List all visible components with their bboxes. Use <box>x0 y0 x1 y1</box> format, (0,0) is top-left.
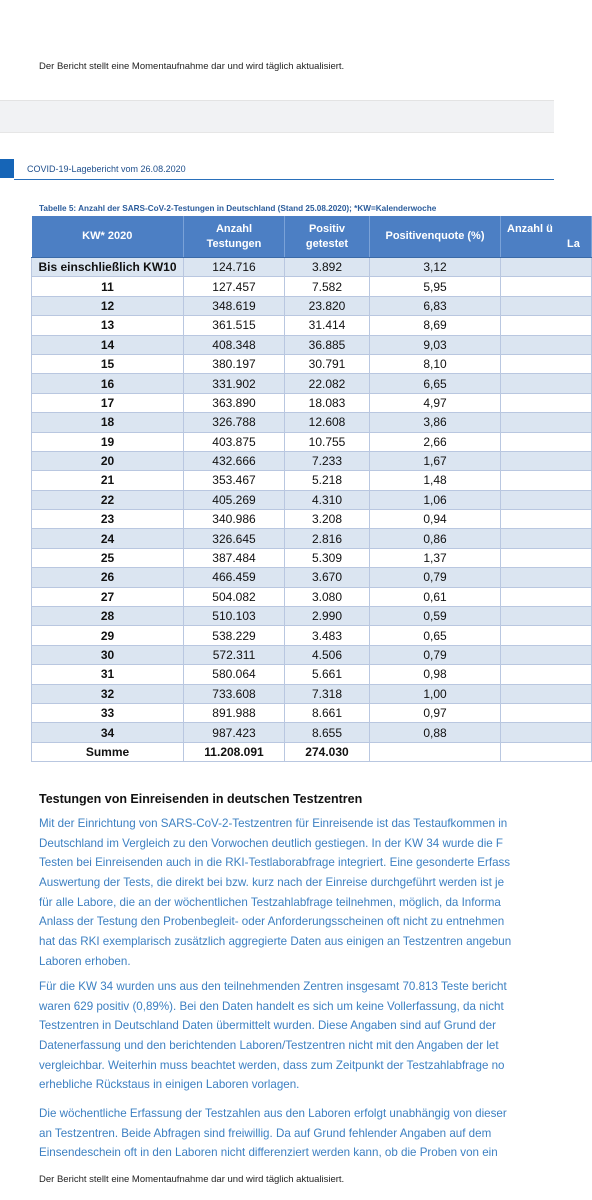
cell-kw: 22 <box>32 490 184 509</box>
cell-tests: 326.788 <box>184 413 285 432</box>
cell-labs <box>501 607 592 626</box>
table-row <box>32 451 592 470</box>
table-row <box>32 354 592 373</box>
cell-labs <box>501 665 592 684</box>
paragraph-line: waren 629 positiv (0,89%). Bei den Daten handelt es sich um keine Vollerfassung, da nicht <box>39 999 504 1013</box>
cell-tests: 361.515 <box>184 316 285 335</box>
cell-positive: 31.414 <box>285 316 370 335</box>
cell-kw: 20 <box>32 451 184 470</box>
cell-kw: 34 <box>32 723 184 742</box>
cell-kw: 30 <box>32 645 184 664</box>
cell-positive: 22.082 <box>285 374 370 393</box>
cell-kw: 27 <box>32 587 184 606</box>
cell-positive: 23.820 <box>285 296 370 315</box>
cell-quote: 0,79 <box>370 568 501 587</box>
cell-labs <box>501 510 592 529</box>
cell-positive: 3.892 <box>285 258 370 277</box>
table-header-row <box>32 216 592 258</box>
cell-positive: 7.582 <box>285 277 370 296</box>
table-row <box>32 607 592 626</box>
paragraph-line: Datenerfassung und den berichtenden Laboren/Testzentren nicht mit den Angaben der let <box>39 1039 499 1053</box>
paragraph-line: vergleichbar. Weiterhin muss beachtet werden, dass zum Zeitpunkt der Testzahlabfrage no <box>39 1058 505 1072</box>
cell-labs <box>501 548 592 567</box>
cell-labs <box>501 471 592 490</box>
cell-quote: 0,94 <box>370 510 501 529</box>
cell-positive: 5.309 <box>285 548 370 567</box>
header-labs: Anzahl ü La <box>501 216 592 258</box>
cell-positive: 36.885 <box>285 335 370 354</box>
cell-tests: 733.608 <box>184 684 285 703</box>
cell-quote: 0,59 <box>370 607 501 626</box>
cell-labs <box>501 684 592 703</box>
cell-kw: Bis einschließlich KW10 <box>32 258 184 277</box>
cell-tests: 387.484 <box>184 548 285 567</box>
cell-tests: 432.666 <box>184 451 285 470</box>
table-row <box>32 548 592 567</box>
paragraph-line: Auswertung der Tests, die direkt bei bzw. kurz nach der Einreise durchgeführt werden ist je <box>39 876 505 890</box>
report-header-text: COVID-19-Lagebericht vom 26.08.2020 <box>27 164 186 174</box>
cell-quote: 0,86 <box>370 529 501 548</box>
cell-labs <box>501 626 592 645</box>
table-row <box>32 723 592 742</box>
header-marker <box>0 159 14 178</box>
paragraph-line: Testen bei Einreisenden auch in die RKI-Testlaborabfrage integriert. Eine gesonderte Erfass <box>39 856 511 870</box>
cell-tests: 11.208.091 <box>184 742 285 761</box>
cell-kw: 12 <box>32 296 184 315</box>
cell-labs <box>501 296 592 315</box>
cell-kw: 24 <box>32 529 184 548</box>
cell-tests: 380.197 <box>184 354 285 373</box>
cell-quote: 1,00 <box>370 684 501 703</box>
table-row <box>32 665 592 684</box>
cell-positive: 4.506 <box>285 645 370 664</box>
cell-kw: 28 <box>32 607 184 626</box>
cell-tests: 405.269 <box>184 490 285 509</box>
page-disclaimer-bottom: Der Bericht stellt eine Momentaufnahme dar und wird täglich aktualisiert. <box>39 1174 345 1185</box>
cell-quote: 9,03 <box>370 335 501 354</box>
cell-quote: 2,66 <box>370 432 501 451</box>
cell-kw: 18 <box>32 413 184 432</box>
cell-quote: 0,65 <box>370 626 501 645</box>
cell-positive: 2.816 <box>285 529 370 548</box>
table-row <box>32 471 592 490</box>
cell-labs <box>501 277 592 296</box>
cell-kw: 33 <box>32 703 184 722</box>
cell-kw: 13 <box>32 316 184 335</box>
cell-labs <box>501 645 592 664</box>
previous-page-end <box>0 0 554 101</box>
cell-quote: 5,95 <box>370 277 501 296</box>
cell-labs <box>501 354 592 373</box>
cell-tests: 504.082 <box>184 587 285 606</box>
cell-positive: 4.310 <box>285 490 370 509</box>
table-caption: Tabelle 5: Anzahl der SARS-CoV-2-Testungen in Deutschland (Stand 25.08.2020); *KW=Kalenderwoche <box>39 204 437 213</box>
cell-labs <box>501 258 592 277</box>
cell-labs <box>501 374 592 393</box>
table-row <box>32 258 592 277</box>
cell-kw: 26 <box>32 568 184 587</box>
cell-kw: 16 <box>32 374 184 393</box>
cell-positive: 5.661 <box>285 665 370 684</box>
cell-tests: 987.423 <box>184 723 285 742</box>
paragraph-line: für alle Labore, die an der wöchentlichen Testzahlabfrage teilnehmen, möglich, da Informa <box>39 895 501 909</box>
cell-quote: 8,69 <box>370 316 501 335</box>
table-row <box>32 490 592 509</box>
cell-tests: 572.311 <box>184 645 285 664</box>
cell-tests: 510.103 <box>184 607 285 626</box>
section-title: Testungen von Einreisenden in deutschen Testzentren <box>39 792 363 806</box>
cell-labs <box>501 568 592 587</box>
table-row <box>32 393 592 412</box>
table-row <box>32 510 592 529</box>
page-gap <box>0 101 554 133</box>
cell-labs <box>501 703 592 722</box>
cell-positive: 3.483 <box>285 626 370 645</box>
paragraph-3 <box>39 1104 507 1163</box>
cell-labs <box>501 451 592 470</box>
cell-labs <box>501 413 592 432</box>
cell-kw: 11 <box>32 277 184 296</box>
paragraph-line: hat das RKI exemplarisch zusätzlich aggregierte Daten aus einigen an Testzentren angebun <box>39 935 512 949</box>
cell-tests: 326.645 <box>184 529 285 548</box>
cell-kw: 31 <box>32 665 184 684</box>
cell-positive: 3.080 <box>285 587 370 606</box>
cell-kw: 19 <box>32 432 184 451</box>
cell-quote: 0,98 <box>370 665 501 684</box>
header-positive: Positiv getestet <box>285 216 370 258</box>
cell-labs <box>501 316 592 335</box>
cell-positive: 274.030 <box>285 742 370 761</box>
cell-kw: 14 <box>32 335 184 354</box>
cell-kw: 32 <box>32 684 184 703</box>
cell-quote: 0,88 <box>370 723 501 742</box>
cell-positive: 3.670 <box>285 568 370 587</box>
paragraph-line: Laboren erhoben. <box>39 954 131 968</box>
cell-positive: 10.755 <box>285 432 370 451</box>
cell-labs <box>501 742 592 761</box>
table-row <box>32 413 592 432</box>
cell-quote: 4,97 <box>370 393 501 412</box>
cell-quote: 3,12 <box>370 258 501 277</box>
cell-quote: 8,10 <box>370 354 501 373</box>
table-row <box>32 316 592 335</box>
cell-kw: 17 <box>32 393 184 412</box>
cell-tests: 363.890 <box>184 393 285 412</box>
cell-positive: 18.083 <box>285 393 370 412</box>
paragraph-line: an Testzentren. Beide Abfragen sind freiwillig. Da auf Grund fehlender Angaben auf dem <box>39 1126 492 1140</box>
cell-tests: 891.988 <box>184 703 285 722</box>
table-row <box>32 335 592 354</box>
paragraph-line: Anlass der Testung den Probenbegleit- oder Anforderungsscheinen oft nicht zu entnehmen <box>39 915 505 929</box>
paragraph-line: erhebliche Rückstaus in einigen Laboren vorlagen. <box>39 1078 300 1092</box>
table-row <box>32 277 592 296</box>
paragraph-line: Für die KW 34 wurden uns aus den teilnehmenden Zentren insgesamt 70.813 Teste bericht <box>39 980 507 993</box>
cell-labs <box>501 723 592 742</box>
cell-kw: Summe <box>32 742 184 761</box>
cell-positive: 7.233 <box>285 451 370 470</box>
cell-tests: 340.986 <box>184 510 285 529</box>
paragraph-line: Die wöchentliche Erfassung der Testzahlen aus den Laboren erfolgt unabhängig von dieser <box>39 1107 507 1120</box>
cell-labs <box>501 529 592 548</box>
paragraph-line: Mit der Einrichtung von SARS-CoV-2-Testzentren für Einreisende ist das Testaufkommen in <box>39 817 508 830</box>
cell-positive: 12.608 <box>285 413 370 432</box>
cell-positive: 30.791 <box>285 354 370 373</box>
table-sum-row <box>32 742 592 761</box>
cell-kw: 15 <box>32 354 184 373</box>
cell-tests: 466.459 <box>184 568 285 587</box>
cell-tests: 580.064 <box>184 665 285 684</box>
cell-quote: 1,67 <box>370 451 501 470</box>
cell-labs <box>501 587 592 606</box>
cell-tests: 353.467 <box>184 471 285 490</box>
cell-kw: 23 <box>32 510 184 529</box>
cell-quote: 6,65 <box>370 374 501 393</box>
paragraph-2 <box>39 977 507 1095</box>
cell-quote: 0,97 <box>370 703 501 722</box>
cell-quote: 0,79 <box>370 645 501 664</box>
cell-quote: 6,83 <box>370 296 501 315</box>
cell-kw: 21 <box>32 471 184 490</box>
cell-positive: 8.655 <box>285 723 370 742</box>
paragraph-line: Deutschland im Vergleich zu den Vorwochen deutlich gestiegen. In der KW 34 wurde die F <box>39 836 504 850</box>
cell-quote: 1,37 <box>370 548 501 567</box>
cell-tests: 127.457 <box>184 277 285 296</box>
cell-positive: 5.218 <box>285 471 370 490</box>
cell-quote: 1,48 <box>370 471 501 490</box>
header-tests: Anzahl Testungen <box>184 216 285 258</box>
cell-kw: 25 <box>32 548 184 567</box>
page-disclaimer-top: Der Bericht stellt eine Momentaufnahme dar und wird täglich aktualisiert. <box>39 61 345 72</box>
cell-positive: 2.990 <box>285 607 370 626</box>
header-quote: Positivenquote (%) <box>370 216 501 258</box>
cell-labs <box>501 335 592 354</box>
paragraph-1 <box>39 814 511 972</box>
header-kw: KW* 2020 <box>32 216 184 258</box>
cell-quote: 1,06 <box>370 490 501 509</box>
table-row <box>32 587 592 606</box>
cell-tests: 403.875 <box>184 432 285 451</box>
cell-quote <box>370 742 501 761</box>
paragraph-line: Einsendeschein oft in den Laboren nicht differenziert werden kann, ob die Proben von ein <box>39 1146 498 1160</box>
header-rule <box>14 179 554 180</box>
cell-positive: 3.208 <box>285 510 370 529</box>
cell-positive: 7.318 <box>285 684 370 703</box>
table-row <box>32 374 592 393</box>
paragraph-line: Testzentren in Deutschland Daten übermittelt wurden. Diese Angaben sind auf Grund der <box>39 1019 496 1033</box>
table-row <box>32 296 592 315</box>
table-row <box>32 432 592 451</box>
table-row <box>32 645 592 664</box>
cell-labs <box>501 432 592 451</box>
cell-tests: 331.902 <box>184 374 285 393</box>
report-header <box>0 158 554 180</box>
table-row <box>32 703 592 722</box>
cell-labs <box>501 490 592 509</box>
table-row <box>32 684 592 703</box>
table-row <box>32 529 592 548</box>
cell-tests: 124.716 <box>184 258 285 277</box>
cell-quote: 0,61 <box>370 587 501 606</box>
table-row <box>32 568 592 587</box>
table-row <box>32 626 592 645</box>
cell-tests: 408.348 <box>184 335 285 354</box>
cell-tests: 538.229 <box>184 626 285 645</box>
testing-table <box>31 216 592 762</box>
cell-kw: 29 <box>32 626 184 645</box>
cell-labs <box>501 393 592 412</box>
cell-quote: 3,86 <box>370 413 501 432</box>
cell-positive: 8.661 <box>285 703 370 722</box>
cell-tests: 348.619 <box>184 296 285 315</box>
